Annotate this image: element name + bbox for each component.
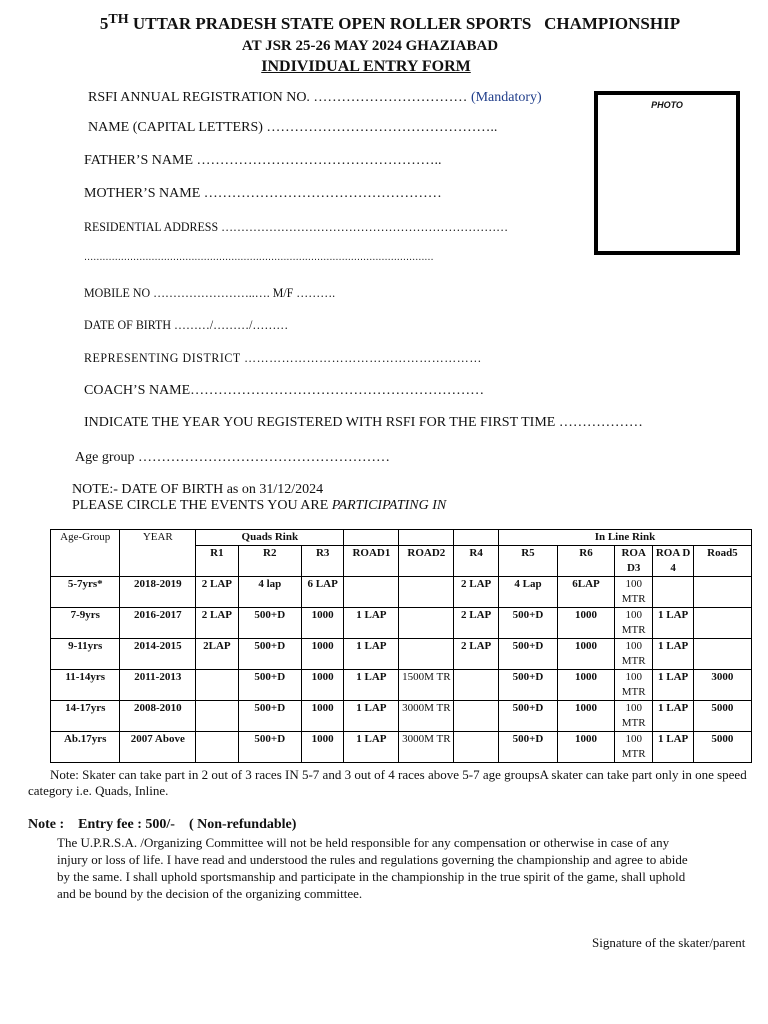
- table-cell[interactable]: 100 MTR: [615, 732, 653, 763]
- table-cell[interactable]: [344, 577, 399, 608]
- table-cell[interactable]: 1 LAP: [344, 732, 399, 763]
- col-header: R2: [238, 546, 301, 577]
- championship-title: [0, 12, 768, 34]
- event-rows: [51, 577, 752, 763]
- table-cell[interactable]: 1000: [558, 639, 615, 670]
- table-cell[interactable]: 2 LAP: [196, 608, 239, 639]
- table-cell[interactable]: 100 MTR: [615, 639, 653, 670]
- table-cell[interactable]: 5000: [693, 701, 751, 732]
- age-group-field[interactable]: Age group ………………………………………………: [75, 450, 390, 465]
- col-header: ROA D3: [615, 546, 653, 577]
- table-cell[interactable]: 500+D: [238, 608, 301, 639]
- coach-name-field[interactable]: COACH’S NAME………………………………………………………: [84, 383, 485, 398]
- table-cell[interactable]: 1 LAP: [653, 732, 693, 763]
- table-cell[interactable]: 1 LAP: [344, 670, 399, 701]
- table-cell[interactable]: 2LAP: [196, 639, 239, 670]
- table-cell[interactable]: [196, 701, 239, 732]
- table-cell[interactable]: 14-17yrs: [51, 701, 120, 732]
- table-cell[interactable]: [399, 608, 454, 639]
- rsfi-label: RSFI ANNUAL REGISTRATION NO. ……………………………: [88, 90, 468, 105]
- edition-number: 5: [99, 14, 109, 33]
- table-cell[interactable]: 1 LAP: [344, 701, 399, 732]
- table-row: [51, 701, 752, 732]
- table-cell[interactable]: 500+D: [498, 670, 557, 701]
- col-header: R3: [301, 546, 344, 577]
- table-cell[interactable]: 2 LAP: [454, 639, 499, 670]
- table-cell[interactable]: [454, 670, 499, 701]
- table-cell[interactable]: 1 LAP: [653, 670, 693, 701]
- table-cell[interactable]: 3000M TR: [399, 732, 454, 763]
- table-cell[interactable]: 500+D: [238, 732, 301, 763]
- table-cell[interactable]: 1000: [301, 670, 344, 701]
- year-registered-field[interactable]: INDICATE THE YEAR YOU REGISTERED WITH RSFI FOR THE FIRST TIME ………………: [84, 415, 643, 430]
- age-group-header: Age-Group: [51, 530, 120, 577]
- table-row: [51, 608, 752, 639]
- col-header: Road5: [693, 546, 751, 577]
- table-cell[interactable]: 9-11yrs: [51, 639, 120, 670]
- table-cell[interactable]: 500+D: [238, 639, 301, 670]
- table-cell[interactable]: [196, 732, 239, 763]
- circle-italic: PARTICIPATING IN: [331, 498, 447, 513]
- table-cell[interactable]: 1 LAP: [344, 608, 399, 639]
- table-row: [51, 732, 752, 763]
- table-cell[interactable]: 2 LAP: [196, 577, 239, 608]
- table-cell[interactable]: 11-14yrs: [51, 670, 120, 701]
- table-cell[interactable]: 2 LAP: [454, 577, 499, 608]
- table-cell[interactable]: 1000: [301, 639, 344, 670]
- table-cell[interactable]: 1 LAP: [344, 639, 399, 670]
- table-cell[interactable]: 1000: [558, 701, 615, 732]
- table-cell[interactable]: 2011-2013: [120, 670, 196, 701]
- blank-header-cell: [454, 530, 499, 546]
- photo-label: PHOTO: [651, 100, 683, 110]
- col-header: ROAD2: [399, 546, 454, 577]
- table-row: [51, 670, 752, 701]
- table-cell[interactable]: 500+D: [498, 701, 557, 732]
- table-cell[interactable]: 500+D: [498, 732, 557, 763]
- table-cell[interactable]: 1000: [301, 608, 344, 639]
- table-cell[interactable]: [454, 732, 499, 763]
- title-text: UTTAR PRADESH STATE OPEN ROLLER SPORTS CHAMPIONSHIP: [132, 14, 681, 33]
- entry-fee-note: Note : Entry fee : 500/- ( Non-refundable): [28, 817, 297, 832]
- table-cell[interactable]: 5-7yrs*: [51, 577, 120, 608]
- col-header: R1: [196, 546, 239, 577]
- table-cell[interactable]: 3000: [693, 670, 751, 701]
- table-row: [51, 639, 752, 670]
- table-cell[interactable]: 1000: [558, 732, 615, 763]
- table-row: [51, 577, 752, 608]
- mother-name-field[interactable]: MOTHER’S NAME ……………………………………………: [84, 186, 442, 201]
- dob-field[interactable]: DATE OF BIRTH ………/………/………: [84, 317, 289, 332]
- col-header: R6: [558, 546, 615, 577]
- table-cell[interactable]: Ab.17yrs: [51, 732, 120, 763]
- table-cell[interactable]: 500+D: [498, 608, 557, 639]
- col-header: R5: [498, 546, 557, 577]
- table-cell[interactable]: 500+D: [238, 670, 301, 701]
- table-cell[interactable]: [693, 608, 751, 639]
- table-cell[interactable]: [693, 639, 751, 670]
- table-cell[interactable]: 500+D: [498, 639, 557, 670]
- table-cell[interactable]: [653, 577, 693, 608]
- district-field[interactable]: REPRESENTING DISTRICT …………………………………………………: [84, 350, 482, 365]
- blank-header-cell: [399, 530, 454, 546]
- disclaimer-paragraph: The U.P.R.S.A. /Organizing Committee will not be held responsible for any compensation or otherwise in case of any injury or loss of life. I have read and understood the rules and regulations governing the championship and agree to abide by the same. I shall uphold sportsmanship and participate in the championship in the true spirit of the game, shall uphold and be bound by the decision of the organizing committee.: [57, 835, 688, 901]
- table-cell[interactable]: 2016-2017: [120, 608, 196, 639]
- table-cell[interactable]: 2018-2019: [120, 577, 196, 608]
- table-cell[interactable]: 2008-2010: [120, 701, 196, 732]
- table-cell[interactable]: [399, 639, 454, 670]
- events-table: [50, 529, 752, 763]
- table-cell[interactable]: 2014-2015: [120, 639, 196, 670]
- blank-header-cell: [344, 530, 399, 546]
- quads-rink-header: Quads Rink: [196, 530, 344, 546]
- table-cell[interactable]: 1000: [301, 701, 344, 732]
- circle-prefix: PLEASE CIRCLE THE EVENTS YOU ARE: [72, 498, 332, 513]
- inline-rink-header: In Line Rink: [498, 530, 751, 546]
- table-cell[interactable]: [693, 577, 751, 608]
- table-cell[interactable]: 1 LAP: [653, 639, 693, 670]
- venue-line: AT JSR 25-26 MAY 2024 GHAZIABAD: [241, 38, 499, 54]
- table-cell[interactable]: [196, 670, 239, 701]
- photo-box: [594, 91, 740, 255]
- form-title: INDIVIDUAL ENTRY FORM: [261, 58, 471, 75]
- name-field[interactable]: NAME (CAPITAL LETTERS) …………………………………………..: [88, 120, 498, 135]
- table-cell[interactable]: 2 LAP: [454, 608, 499, 639]
- table-cell[interactable]: 100 MTR: [615, 670, 653, 701]
- col-header: R4: [454, 546, 499, 577]
- table-header-row-1: [51, 530, 752, 546]
- table-cell[interactable]: 6LAP: [558, 577, 615, 608]
- signature-label: Signature of the skater/parent: [592, 935, 746, 950]
- table-cell[interactable]: 6 LAP: [301, 577, 344, 608]
- table-cell[interactable]: 100 MTR: [615, 577, 653, 608]
- table-cell[interactable]: 7-9yrs: [51, 608, 120, 639]
- table-cell[interactable]: 3000M TR: [399, 701, 454, 732]
- rsfi-registration-field[interactable]: [88, 90, 542, 106]
- mobile-field[interactable]: MOBILE NO ……………………..…. M/F ……….: [84, 285, 336, 300]
- col-header: ROAD1: [344, 546, 399, 577]
- edition-suffix: TH: [108, 12, 129, 27]
- address-line-2[interactable]: ……………………………………………………………………………………………………: [84, 252, 434, 263]
- table-cell[interactable]: 500+D: [238, 701, 301, 732]
- table-cell[interactable]: 4 lap: [238, 577, 301, 608]
- table-cell[interactable]: 1000: [301, 732, 344, 763]
- mandatory-note: (Mandatory): [470, 90, 542, 105]
- table-cell[interactable]: 100 MTR: [615, 701, 653, 732]
- table-cell[interactable]: 100 MTR: [615, 608, 653, 639]
- table-cell[interactable]: 1000: [558, 670, 615, 701]
- table-cell[interactable]: 2007 Above: [120, 732, 196, 763]
- table-cell[interactable]: 1000: [558, 608, 615, 639]
- dob-note: NOTE:- DATE OF BIRTH as on 31/12/2024: [72, 482, 324, 497]
- table-cell[interactable]: 1 LAP: [653, 608, 693, 639]
- table-cell[interactable]: 4 Lap: [498, 577, 557, 608]
- table-cell[interactable]: 1500M TR: [399, 670, 454, 701]
- table-cell[interactable]: 1 LAP: [653, 701, 693, 732]
- table-cell[interactable]: [399, 577, 454, 608]
- circle-events-note: [72, 498, 446, 514]
- table-cell[interactable]: [454, 701, 499, 732]
- year-header: YEAR: [120, 530, 196, 577]
- table-cell[interactable]: 5000: [693, 732, 751, 763]
- skater-races-note: Note: Skater can take part in 2 out of 3 races IN 5-7 and 3 out of 4 races above 5-7 age groupsA skater can take part only in one speed category i.e. Quads, Inline.: [28, 767, 747, 798]
- col-header: ROA D 4: [653, 546, 693, 577]
- father-name-field[interactable]: FATHER’S NAME ……………………………………………..: [84, 153, 442, 168]
- address-field[interactable]: RESIDENTIAL ADDRESS ………………………………………………………………: [84, 219, 509, 234]
